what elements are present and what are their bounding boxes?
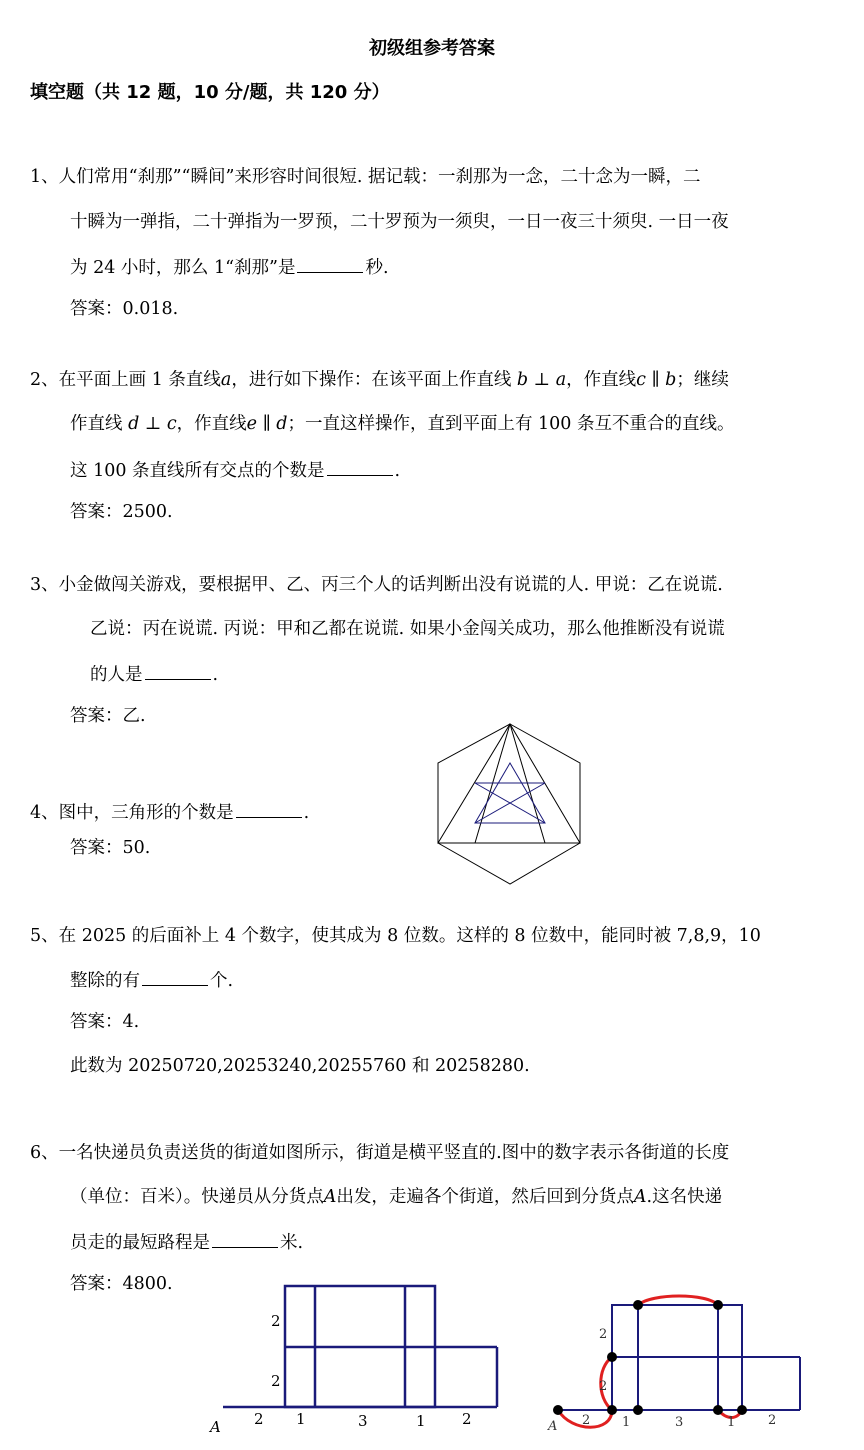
label-len: 1 xyxy=(416,1412,426,1430)
q1-answer: 答案：0.018. xyxy=(70,299,179,319)
route-dot xyxy=(713,1300,723,1310)
q2-var-a: a xyxy=(220,370,232,390)
q2-text: ，作直线 xyxy=(566,370,637,390)
q5-line2 xyxy=(70,967,233,993)
q2-line1 xyxy=(30,368,729,392)
q5-text-end: 个. xyxy=(210,971,234,991)
q1-line2: 十瞬为一弹指，二十弹指为一罗预，二十罗预为一须臾，一日一夜三十须臾. 一日一夜 xyxy=(70,212,729,232)
q1-line1: 1、人们常用“刹那”“瞬间”来形容时间很短. 据记载：一刹那为一念，二十念为一瞬，二 xyxy=(30,167,701,187)
q6-text: .这名快递 xyxy=(646,1187,723,1207)
route-dot xyxy=(553,1405,563,1415)
route-dot xyxy=(607,1352,617,1362)
label-len: 2 xyxy=(599,1379,608,1394)
q2-text: 2、在平面上画 1 条直线 xyxy=(30,370,221,390)
q6-text: 员走的最短路程是 xyxy=(70,1233,210,1253)
page-title: 初级组参考答案 xyxy=(369,38,495,59)
label-a: A xyxy=(548,1419,558,1434)
q2-text: ；继续 xyxy=(676,370,729,390)
q2-text-end: . xyxy=(394,461,401,481)
q6-point-a: A xyxy=(323,1187,337,1207)
q3-blank xyxy=(145,661,211,680)
q4-line1 xyxy=(30,799,309,825)
q4-text-end: . xyxy=(303,803,310,823)
q2-line2 xyxy=(70,412,734,436)
q5-note: 此数为 20250720,20253240,20255760 和 20258280. xyxy=(70,1056,530,1076)
q2-text: ，进行如下操作：在该平面上作直线 xyxy=(231,370,512,390)
label-len: 2 xyxy=(271,1372,281,1390)
label-len: 1 xyxy=(727,1415,736,1430)
route-dot xyxy=(607,1405,617,1415)
label-len: 2 xyxy=(271,1312,281,1330)
q6-text: 出发，走遍各个街道，然后回到分货点 xyxy=(336,1187,634,1207)
q6-blank xyxy=(212,1229,278,1248)
q2-text: 作直线 xyxy=(70,414,123,434)
q3-line1: 3、小金做闯关游戏，要根据甲、乙、丙三个人的话判断出没有说谎的人. 甲说：乙在说谎. xyxy=(30,575,723,595)
label-len: 2 xyxy=(599,1327,608,1342)
q4-blank xyxy=(236,799,302,818)
label-len: 1 xyxy=(296,1410,306,1428)
q2-blank xyxy=(327,457,393,476)
q5-answer: 答案：4. xyxy=(70,1012,140,1032)
q3-answer: 答案：乙. xyxy=(70,706,146,726)
q6-line1: 6、一名快递员负责送货的街道如图所示，街道是横平竖直的.图中的数字表示各街道的长度 xyxy=(30,1143,730,1163)
q3-text: 的人是 xyxy=(90,665,143,685)
q6-answer: 答案：4800. xyxy=(70,1274,173,1294)
q3-line2: 乙说：丙在说谎. 丙说：甲和乙都在说谎. 如果小金闯关成功，那么他推断没有说谎 xyxy=(90,619,725,639)
q2-line3 xyxy=(70,457,400,483)
q6-line2 xyxy=(70,1185,722,1209)
q1-line3 xyxy=(70,254,389,280)
label-len: 2 xyxy=(768,1413,777,1428)
inner-triangle xyxy=(475,763,545,823)
route-dot xyxy=(633,1405,643,1415)
label-len: 3 xyxy=(675,1415,684,1430)
q2-expr-c: c ∥ b xyxy=(636,370,677,390)
q5-blank xyxy=(142,967,208,986)
q1-text-end: 秒. xyxy=(365,258,389,278)
q2-expr-b: b ⊥ a xyxy=(516,370,567,390)
route-dot xyxy=(713,1405,723,1415)
label-len: 2 xyxy=(254,1410,264,1428)
q2-expr-e: e ∥ d xyxy=(246,414,288,434)
q3-text-end: . xyxy=(212,665,219,685)
q6-text: （单位：百米）。快递员从分货点 xyxy=(70,1187,324,1207)
q6-point-a: A xyxy=(633,1187,647,1207)
q1-blank xyxy=(297,254,363,273)
q2-text: ，作直线 xyxy=(176,414,247,434)
q4-text: 4、图中，三角形的个数是 xyxy=(30,803,234,823)
label-len: 2 xyxy=(582,1413,591,1428)
route-dot xyxy=(633,1300,643,1310)
q2-text: ；一直这样操作，直到平面上有 100 条互不重合的直线。 xyxy=(287,414,735,434)
q3-line3 xyxy=(90,661,218,687)
q6-text-end: 米. xyxy=(280,1233,304,1253)
q1-text: 为 24 小时，那么 1“刹那”是 xyxy=(70,258,296,278)
hexagon-figure xyxy=(430,718,590,890)
q2-text: 这 100 条直线所有交点的个数是 xyxy=(70,461,325,481)
label-len: 2 xyxy=(462,1410,472,1428)
q6-line3 xyxy=(70,1229,303,1255)
q5-line1: 5、在 2025 的后面补上 4 个数字，使其成为 8 位数。这样的 8 位数中，能同时被 7,8,9，10 xyxy=(30,926,761,946)
q2-answer: 答案：2500. xyxy=(70,502,173,522)
label-len: 3 xyxy=(358,1412,368,1430)
street-grid-figure xyxy=(205,1276,505,1436)
route-dot xyxy=(737,1405,747,1415)
label-len: 1 xyxy=(622,1415,631,1430)
section-heading: 填空题（共 12 题，10 分/题，共 120 分） xyxy=(30,82,390,103)
q5-text: 整除的有 xyxy=(70,971,140,991)
q2-expr-d: d ⊥ c xyxy=(128,414,177,434)
q4-answer: 答案：50. xyxy=(70,838,151,858)
route-figure xyxy=(542,1288,806,1438)
label-a: A xyxy=(210,1418,221,1436)
